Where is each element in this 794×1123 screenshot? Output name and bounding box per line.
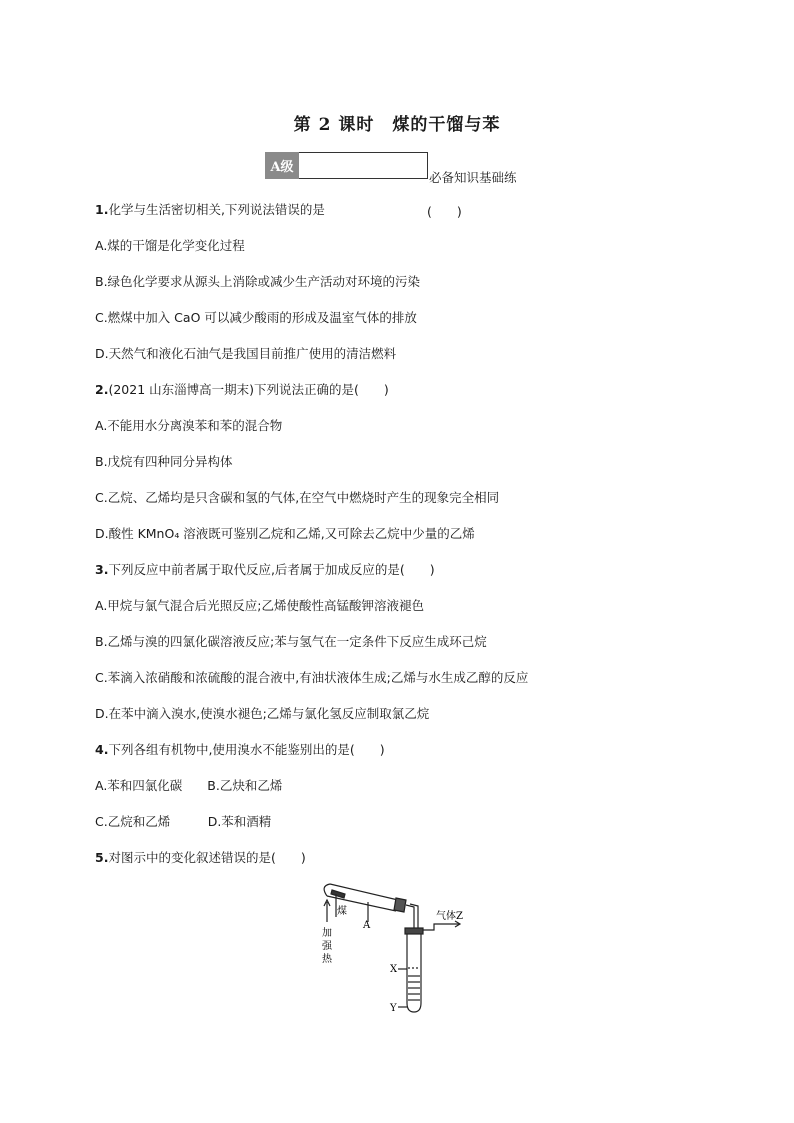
level-badge: A级 <box>265 152 299 179</box>
option-2b: B.戊烷有四种同分异构体 <box>95 454 233 469</box>
option-2d: D.酸性 KMnO₄ 溶液既可鉴别乙烷和乙烯,又可除去乙烷中少量的乙烯 <box>95 526 475 541</box>
option-1d: D.天然气和液化石油气是我国目前推广使用的清洁燃料 <box>95 346 397 361</box>
option-2a: A.不能用水分离溴苯和苯的混合物 <box>95 418 283 433</box>
question-3: 3.下列反应中前者属于取代反应,后者属于加成反应的是( ) <box>95 562 435 577</box>
label-a: A <box>363 920 371 931</box>
label-x: X <box>390 964 398 975</box>
option-4ab: A.苯和四氯化碳 B.乙炔和乙烯 <box>95 778 283 793</box>
gas-z-label: 气体Z <box>436 911 463 922</box>
delivery-tube <box>406 905 414 930</box>
option-3d: D.在苯中滴入溴水,使溴水褪色;乙烯与氯化氢反应制取氯乙烷 <box>95 706 430 721</box>
option-3b: B.乙烯与溴的四氯化碳溶液反应;苯与氢气在一定条件下反应生成环己烷 <box>95 634 487 649</box>
option-3c: C.苯滴入浓硝酸和浓硫酸的混合液中,有油状液体生成;乙烯与水生成乙醇的反应 <box>95 670 529 685</box>
heat-label-2: 强 <box>322 941 332 952</box>
heat-label-1: 加 <box>322 928 332 939</box>
option-3a: A.甲烷与氯气混合后光照反应;乙烯使酸性高锰酸钾溶液褪色 <box>95 598 425 613</box>
heat-label-3: 热 <box>322 954 332 965</box>
option-1b: B.绿色化学要求从源头上消除或减少生产活动对环境的污染 <box>95 274 421 289</box>
question-2: 2.(2021 山东淄博高一期末)下列说法正确的是( ) <box>95 382 389 397</box>
page-title: 第 2 课时 煤的干馏与苯 <box>293 115 501 135</box>
option-1a: A.煤的干馏是化学变化过程 <box>95 238 245 253</box>
answer-paren-1: ( ) <box>427 204 462 219</box>
question-5: 5.对图示中的变化叙述错误的是( ) <box>95 850 306 865</box>
option-1c: C.燃煤中加入 CaO 可以减少酸雨的形成及温室气体的排放 <box>95 310 417 325</box>
section-label: 必备知识基础练 <box>429 170 517 185</box>
question-4: 4.下列各组有机物中,使用溴水不能鉴别出的是( ) <box>95 742 385 757</box>
gas-outlet <box>423 924 460 930</box>
dry-distillation-apparatus <box>310 872 490 1022</box>
coal-label: 煤 <box>337 906 347 917</box>
stopper <box>394 898 406 912</box>
option-4cd: C.乙烷和乙烯 D.苯和酒精 <box>95 814 272 829</box>
level-box <box>299 152 428 179</box>
option-2c: C.乙烷、乙烯均是只含碳和氢的气体,在空气中燃烧时产生的现象完全相同 <box>95 490 500 505</box>
section-header <box>265 152 517 185</box>
label-y: Y <box>390 1003 397 1014</box>
question-1: 1.化学与生活密切相关,下列说法错误的是 <box>95 202 325 217</box>
